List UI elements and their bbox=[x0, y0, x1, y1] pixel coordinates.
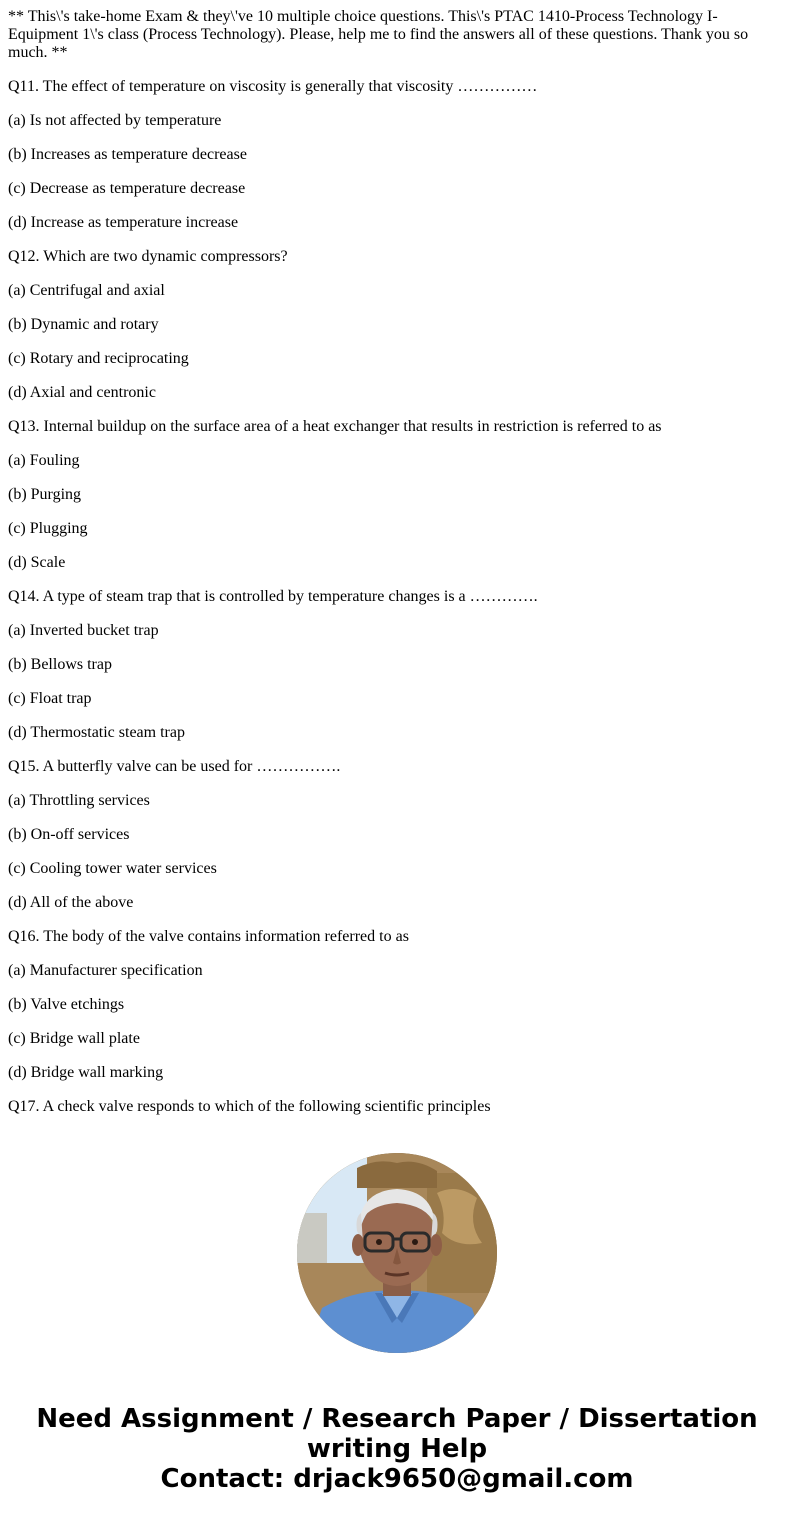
promo-footer bbox=[0, 1404, 794, 1494]
contact-email[interactable]: Contact: drjack9650@gmail.com bbox=[160, 1464, 634, 1494]
option-15b: (b) On-off services bbox=[8, 826, 130, 843]
question-16: Q16. The body of the valve contains information referred to as bbox=[8, 928, 409, 945]
option-16b: (b) Valve etchings bbox=[8, 996, 125, 1013]
option-11a: (a) Is not affected by temperature bbox=[8, 112, 222, 129]
question-13: Q13. Internal buildup on the surface area of a heat exchanger that results in restriction is referred to as bbox=[8, 418, 662, 435]
question-14: Q14. A type of steam trap that is controlled by temperature changes is a …………. bbox=[8, 588, 538, 605]
option-16c: (c) Bridge wall plate bbox=[8, 1030, 140, 1047]
option-14d: (d) Thermostatic steam trap bbox=[8, 724, 185, 741]
option-13d: (d) Scale bbox=[8, 554, 66, 571]
option-12d: (d) Axial and centronic bbox=[8, 384, 156, 401]
question-12: Q12. Which are two dynamic compressors? bbox=[8, 248, 288, 265]
option-13b: (b) Purging bbox=[8, 486, 82, 503]
option-13c: (c) Plugging bbox=[8, 520, 88, 537]
option-12b: (b) Dynamic and rotary bbox=[8, 316, 159, 333]
option-15c: (c) Cooling tower water services bbox=[8, 860, 217, 877]
option-11b: (b) Increases as temperature decrease bbox=[8, 146, 247, 163]
option-12a: (a) Centrifugal and axial bbox=[8, 282, 165, 299]
author-portrait-icon bbox=[297, 1153, 497, 1353]
promo-headline: Need Assignment / Research Paper / Dissertation writing Help bbox=[36, 1404, 758, 1464]
author-avatar bbox=[297, 1153, 497, 1353]
option-16d: (d) Bridge wall marking bbox=[8, 1064, 164, 1081]
option-14a: (a) Inverted bucket trap bbox=[8, 622, 159, 639]
exam-intro: ** This\'s take-home Exam & they\'ve 10 multiple choice questions. This\'s PTAC 1410-Process Technology I-Equipment 1\'s class (Process Technology). Please, help me to find the answers all of these questions. Thank you so much. ** bbox=[8, 8, 749, 61]
question-17: Q17. A check valve responds to which of the following scientific principles bbox=[8, 1098, 491, 1115]
question-15: Q15. A butterfly valve can be used for ……………. bbox=[8, 758, 341, 775]
option-14c: (c) Float trap bbox=[8, 690, 92, 707]
option-11d: (d) Increase as temperature increase bbox=[8, 214, 239, 231]
option-11c: (c) Decrease as temperature decrease bbox=[8, 180, 246, 197]
question-11: Q11. The effect of temperature on viscosity is generally that viscosity …………… bbox=[8, 78, 538, 95]
option-15d: (d) All of the above bbox=[8, 894, 134, 911]
option-15a: (a) Throttling services bbox=[8, 792, 150, 809]
option-12c: (c) Rotary and reciprocating bbox=[8, 350, 189, 367]
option-16a: (a) Manufacturer specification bbox=[8, 962, 203, 979]
option-14b: (b) Bellows trap bbox=[8, 656, 112, 673]
option-13a: (a) Fouling bbox=[8, 452, 80, 469]
